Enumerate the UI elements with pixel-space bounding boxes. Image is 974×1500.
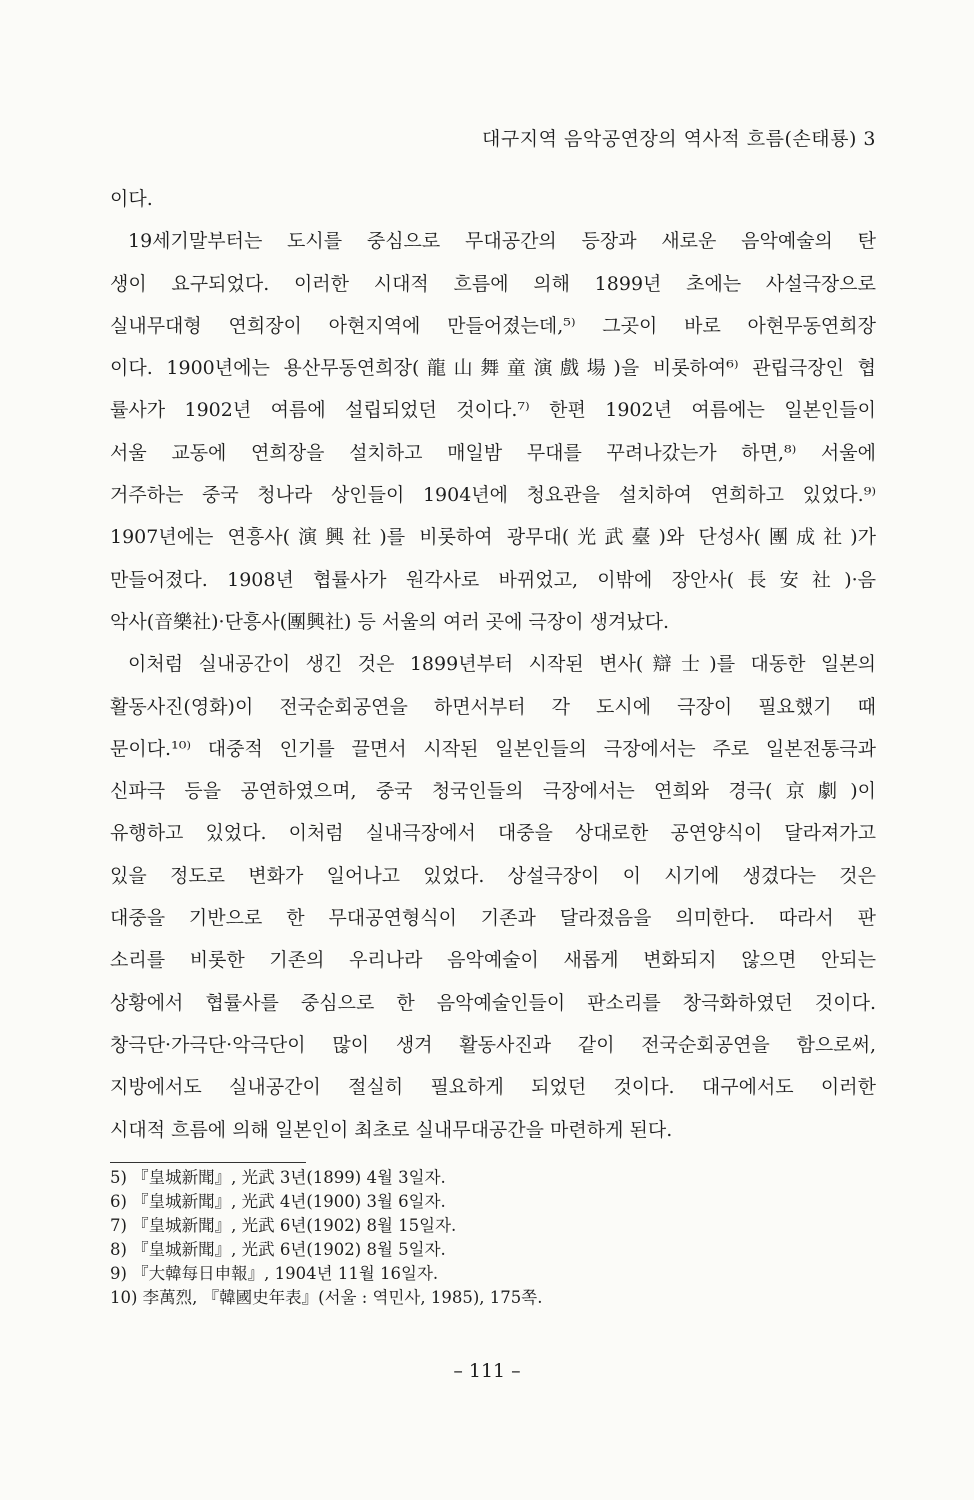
- text-line: 만들어졌다. 1908년 협률사가 원각사로 바뀌었고, 이밖에 장안사(長安社)·음: [110, 568, 876, 591]
- text-line: 유행하고 있었다. 이처럼 실내극장에서 대중을 상대로한 공연양식이 달라져가고: [110, 822, 876, 845]
- running-head: 대구지역 음악공연장의 역사적 흐름(손태룡) 3: [482, 128, 876, 150]
- footnote-rule: [110, 1162, 306, 1163]
- text-line: 시대적 흐름에 의해 일본인이 최초로 실내무대공간을 마련하게 된다.: [110, 1118, 673, 1141]
- text-line: 이다.: [110, 188, 153, 210]
- text-line: 신파극 등을 공연하였으며, 중국 청국인들의 극장에서는 연희와 경극(京劇)이: [110, 780, 876, 803]
- text-line: 있을 정도로 변화가 일어나고 있었다. 상설극장이 이 시기에 생겼다는 것은: [110, 864, 876, 887]
- footnote: 7) 『皇城新聞』, 光武 6년(1902) 8월 15일자.: [110, 1216, 457, 1235]
- text-line: 상황에서 협률사를 중심으로 한 음악예술인들이 판소리를 창극화하였던 것이다.: [110, 991, 876, 1014]
- footnote: 9) 『大韓每日申報』, 1904년 11월 16일자.: [110, 1264, 439, 1283]
- text-line: 지방에서도 실내공간이 절실히 필요하게 되었던 것이다. 대구에서도 이러한: [110, 1076, 876, 1099]
- text-line: 문이다.¹⁰⁾ 대중적 인기를 끌면서 시작된 일본인들의 극장에서는 주로 일본전통극과: [110, 737, 876, 760]
- text-line: 이다. 1900년에는 용산무동연희장(龍山舞童演戲場)을 비롯하여⁶⁾ 관립극장인 협: [110, 357, 876, 380]
- footnote: 10) 李萬烈, 『韓國史年表』(서울 : 역민사, 1985), 175쪽.: [110, 1288, 543, 1307]
- text-line: 률사가 1902년 여름에 설립되었던 것이다.⁷⁾ 한편 1902년 여름에는 일본인들이: [110, 399, 876, 422]
- text-line: 서울 교동에 연희장을 설치하고 매일밤 무대를 꾸려나갔는가 하면,⁸⁾ 서울에: [110, 441, 876, 464]
- footnote: 5) 『皇城新聞』, 光武 3년(1899) 4월 3일자.: [110, 1168, 446, 1187]
- text-line: 활동사진(영화)이 전국순회공연을 하면서부터 각 도시에 극장이 필요했기 때: [110, 695, 876, 718]
- text-line: 생이 요구되었다. 이러한 시대적 흐름에 의해 1899년 초에는 사설극장으로: [110, 272, 876, 295]
- text-line: 실내무대형 연희장이 아현지역에 만들어졌는데,⁵⁾ 그곳이 바로 아현무동연희장: [110, 314, 876, 337]
- footnotes: [110, 1166, 876, 1310]
- footnote: 8) 『皇城新聞』, 光武 6년(1902) 8월 5일자.: [110, 1240, 446, 1259]
- text-line: 대중을 기반으로 한 무대공연형식이 기존과 달라졌음을 의미한다. 따라서 판: [110, 907, 876, 930]
- text-line: 창극단·가극단·악극단이 많이 생겨 활동사진과 같이 전국순회공연을 함으로써,: [110, 1033, 876, 1056]
- text-line: 19세기말부터는 도시를 중심으로 무대공간의 등장과 새로운 음악예술의 탄: [128, 230, 876, 253]
- text-line: 이처럼 실내공간이 생긴 것은 1899년부터 시작된 변사(辯士)를 대동한 일본의: [128, 653, 876, 676]
- text-line: 거주하는 중국 청나라 상인들이 1904년에 청요관을 설치하여 연희하고 있었다.⁹⁾: [110, 484, 876, 507]
- text-line: 악사(音樂社)·단흥사(團興社) 등 서울의 여러 곳에 극장이 생겨났다.: [110, 610, 670, 633]
- footnote: 6) 『皇城新聞』, 光武 4년(1900) 3월 6일자.: [110, 1192, 446, 1211]
- text-line: 소리를 비롯한 기존의 우리나라 음악예술이 새롭게 변화되지 않으면 안되는: [110, 949, 876, 972]
- body-text: [110, 178, 876, 1151]
- text-line: 1907년에는 연흥사(演興社)를 비롯하여 광무대(光武臺)와 단성사(團成社)가: [110, 526, 876, 549]
- page-number: – 111 –: [453, 1360, 521, 1382]
